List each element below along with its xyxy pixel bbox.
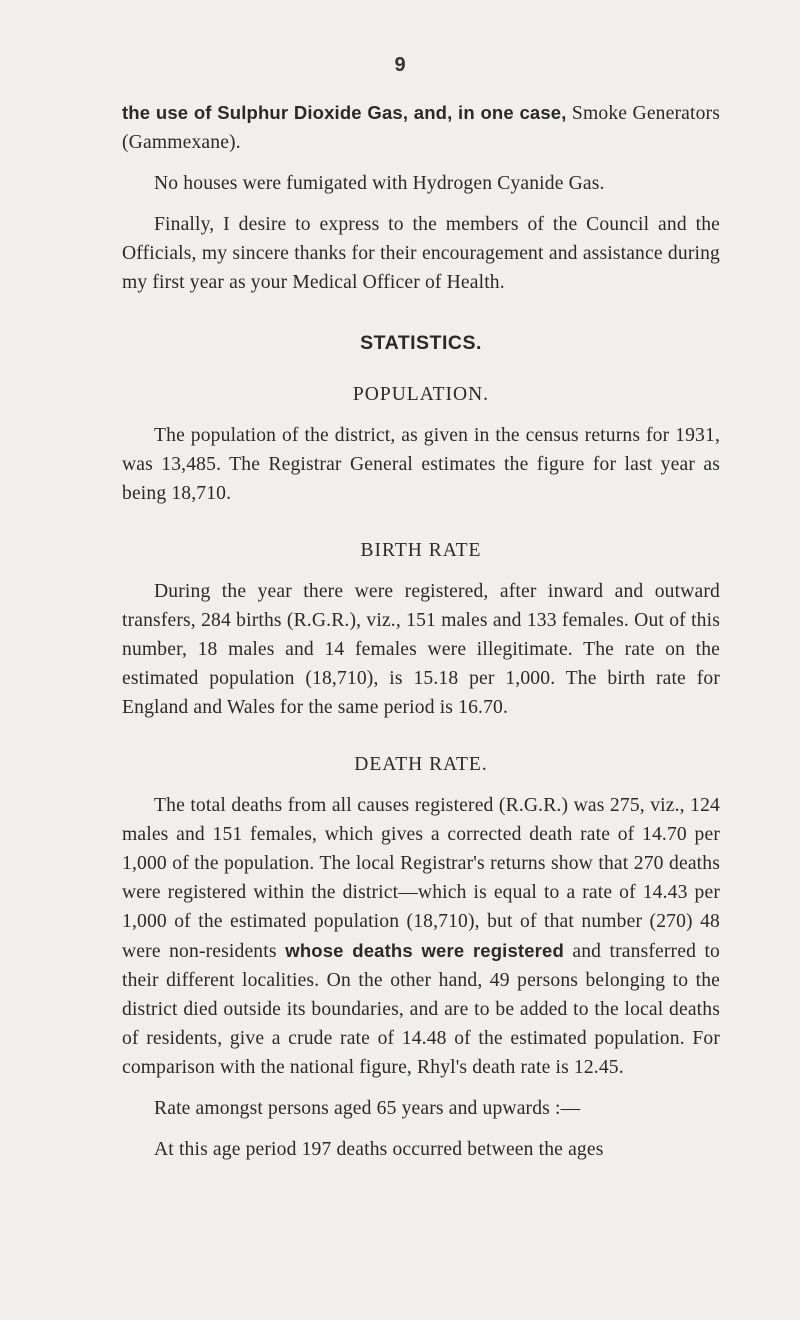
death-rate-paragraph: [122, 791, 720, 1082]
birth-rate-heading: BIRTH RATE: [360, 540, 482, 561]
intro-bold-lead: the use of Sulphur Dioxide Gas, and, in one case,: [122, 102, 567, 123]
aged-text-line: At this age period 197 deaths occurred between the ages: [154, 1139, 604, 1160]
death-rate-text-part-1: The total deaths from all causes registered (R.G.R.) was 275, viz., 124 males and 151 females, which gives a corrected death rate of 14.70 per 1,000 of the population. The local Registrar's returns show that 270 deaths were registered within the district—which is equal to a rate of 14.43 per 1,000 of the estimated population (18,710), but of that number (270) 48 were non-residents: [122, 795, 720, 962]
death-rate-text-bold: whose deaths were registered: [276, 940, 564, 961]
death-rate-text-part-2: and transferred to their different localities. On the other hand, 49 persons belonging to the district died outside its boundaries, and are to be added to the local deaths of residents, give a crude rate of 14.48 of the estimated population. For comparison with the national figure, Rhyl's death rate is 12.45.: [122, 941, 720, 1078]
no-houses-paragraph: No houses were fumigated with Hydrogen Cyanide Gas.: [154, 173, 605, 194]
aged-rate-line: Rate amongst persons aged 65 years and upwards :—: [154, 1098, 581, 1119]
intro-paragraph: [122, 98, 720, 157]
page-number: 9: [394, 54, 406, 76]
thanks-paragraph: Finally, I desire to express to the members of the Council and the Officials, my sincere thanks for their encouragement and assistance during my first year as your Medical Officer of Health.: [122, 214, 720, 293]
population-paragraph: The population of the district, as given in the census returns for 1931, was 13,485. The Registrar General estimates the figure for last year as being 18,710.: [122, 425, 720, 504]
death-rate-heading: DEATH RATE.: [354, 754, 488, 775]
page-content: [122, 98, 720, 1164]
statistics-heading: STATISTICS.: [360, 332, 482, 354]
birth-rate-paragraph: During the year there were registered, after inward and outward transfers, 284 births (R.G.R.), viz., 151 males and 133 females. Out of this number, 18 males and 14 females were illegitimate. The rate on the estimated population (18,710), is 15.18 per 1,000. The birth rate for England and Wales for the same period is 16.70.: [122, 581, 720, 718]
intro-rest: Smoke Generators (Gammexane).: [122, 103, 720, 153]
population-heading: POPULATION.: [352, 384, 490, 405]
